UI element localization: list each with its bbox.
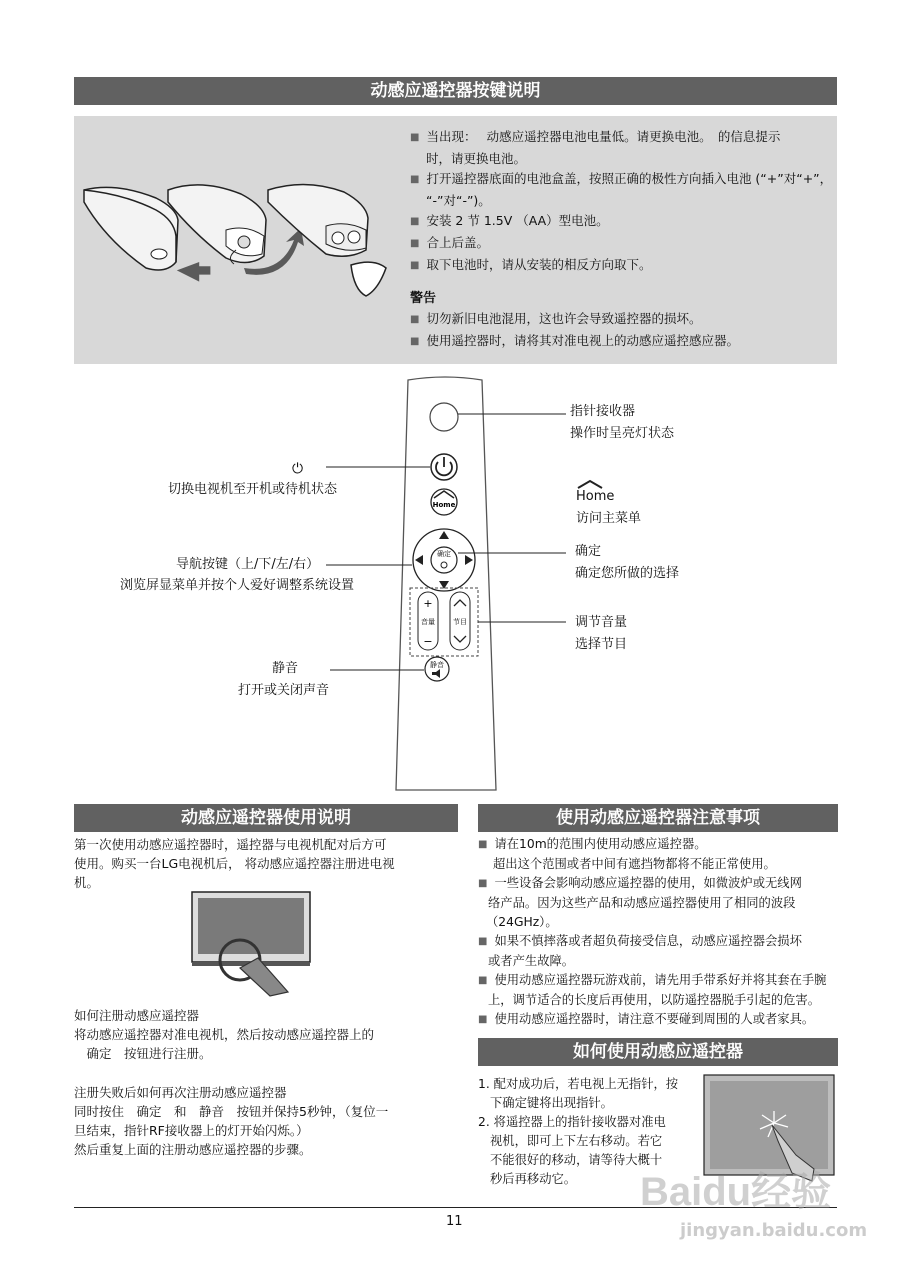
list-item [410,127,832,149]
list-item-cont: 上，调节适合的长度后再使用，以防遥控器脱手引起的危害。 [488,993,821,1007]
text-line: 确定 按钮进行注册。 [74,1046,212,1061]
step-line: 不能很好的移动，请等待大概十 [490,1153,663,1167]
power-label: 切换电视机至开机或待机状态 [168,482,338,497]
volume-text: 音量 [421,618,435,626]
list-item [478,1010,826,1030]
step-line: 视机，即可上下左右移动。若它 [490,1134,663,1148]
mute-label-title: 静音 [272,661,299,676]
volume-label [575,613,627,655]
list-item-cont: 络产品。因为这些产品和动感应遥控器使用了相同的波段 [488,896,796,910]
battery-instructions [410,127,832,353]
pointer-receiver-icon [430,403,458,431]
list-item-text: 打开遥控器底面的电池盒盖，按照正确的极性方向插入电池 (“+”对“+”， [426,171,833,186]
list-item [410,331,832,353]
list-item-text: 安装 2 节 1.5V （AA）型电池。 [426,213,609,228]
mute-button-text: 静音 [430,661,444,669]
list-item [410,255,832,277]
list-item [478,835,826,855]
text-line: 将动感应遥控器对准电视机，然后按动感应遥控器上的 [74,1027,375,1042]
list-item [478,874,826,894]
svg-text:+: + [423,597,433,610]
usage-intro [74,835,395,892]
text-line: 然后重复上面的注册动感应遥控器的步骤。 [74,1142,312,1157]
list-item-text: 取下电池时，请从安装的相反方向取下。 [426,257,652,272]
list-item [410,233,832,255]
list-item-cont: 时，请更换电池。 [426,151,527,166]
page-number: 11 [446,1214,463,1229]
text-line: 同时按住 确定 和 静音 按钮并保持5秒钟，（复位一 [74,1104,389,1119]
battery-illustration [76,150,406,310]
list-item-cont: 超出这个范围或者中间有遮挡物都将不能正常使用。 [493,857,776,871]
power-label-icon: ⏻ [292,461,304,477]
label-desc: 确定您所做的选择 [575,566,680,581]
list-item-text: 使用遥控器时，请将其对准电视上的动感应遥控感应器。 [426,333,739,348]
label-desc: 操作时呈亮灯状态 [570,426,675,441]
label-title: 确定 [575,544,602,559]
section-subtitle: 注册失败后如何再次注册动感应遥控器 [74,1085,287,1100]
watermark-logo: Baidu经验 [640,1170,832,1214]
nav-label-desc: 浏览屏显菜单并按个人爱好调整系统设置 [120,578,355,593]
label-title: 调节音量 [575,615,628,630]
nav-label-title: 导航按键（上/下/左/右） [176,557,320,572]
list-item [410,211,832,233]
list-item [478,932,826,952]
step-line: 下确定键将出现指针。 [490,1096,613,1110]
list-item-text: 合上后盖。 [426,235,489,250]
list-item-text: 使用动感应遥控器时，请注意不要碰到周围的人或者家具。 [494,1012,815,1026]
warning-title: 警告 [410,291,437,306]
svg-text:−: − [423,635,433,648]
text-line: 第一次使用动感应遥控器时，遥控器与电视机配对后方可 [74,837,387,852]
list-item-text: 当出现： 动感应遥控器电池电量低。请更换电池。 的信息提示 [426,129,781,144]
list-item-text: 使用动感应遥控器玩游戏前，请先用手带系好并将其套在手腕 [494,973,827,987]
home-label [576,487,641,529]
home-button-text: Home [432,501,456,509]
step-line: 1. 配对成功后，若电视上无指针，按 [478,1077,679,1091]
section-subtitle: 如何注册动感应遥控器 [74,1008,200,1023]
text-line: 使用。购买一台LG电视机后， 将动感应遥控器注册进电视 [74,856,395,871]
list-item-text: 请在10m的范围内使用动感应遥控器。 [494,837,707,851]
list-item [410,309,832,331]
pointer-receiver-label [570,402,674,444]
ok-label [575,542,679,584]
list-item-cont: （24GHz）。 [486,915,558,929]
list-item-text: 一些设备会影响动感应遥控器的使用，如微波炉或无线网 [494,876,802,890]
cautions-list [478,835,826,1030]
list-item-cont: 或者产生故障。 [488,954,575,968]
text-line: 机。 [74,875,100,890]
text-line: 旦结束，指针RF接收器上的灯开始闪烁。） [74,1123,309,1138]
howto-title: 如何使用动感应遥控器 [478,1038,838,1066]
label-desc: 访问主菜单 [576,511,642,526]
step-line: 2. 将遥控器上的指针接收器对准电 [478,1115,666,1129]
tv-pairing-illustration [190,888,320,998]
cautions-title: 使用动感应遥控器注意事项 [478,804,838,832]
label-desc: 选择节目 [575,637,628,652]
mute-label-desc: 打开或关闭声音 [238,683,330,698]
list-item [410,169,832,191]
channel-text: 节目 [453,618,467,626]
page-title: 动感应遥控器按键说明 [74,77,837,105]
retry-section [74,1083,388,1159]
list-item [478,971,826,991]
watermark-url: jingyan.baidu.com [680,1220,868,1241]
list-item-text: 切勿新旧电池混用，这也许会导致遥控器的损坏。 [426,311,702,326]
register-section [74,1006,374,1063]
list-item-text: 如果不慎摔落或者超负荷接受信息，动感应遥控器会损坏 [494,934,802,948]
label-title: Home [576,489,615,504]
list-item-cont: “-”对“-”)。 [426,193,491,208]
ok-button-text: 确定 [437,550,451,558]
step-line: 秒后再移动它。 [490,1172,577,1186]
usage-title: 动感应遥控器使用说明 [74,804,458,832]
label-title: 指针接收器 [570,404,636,419]
